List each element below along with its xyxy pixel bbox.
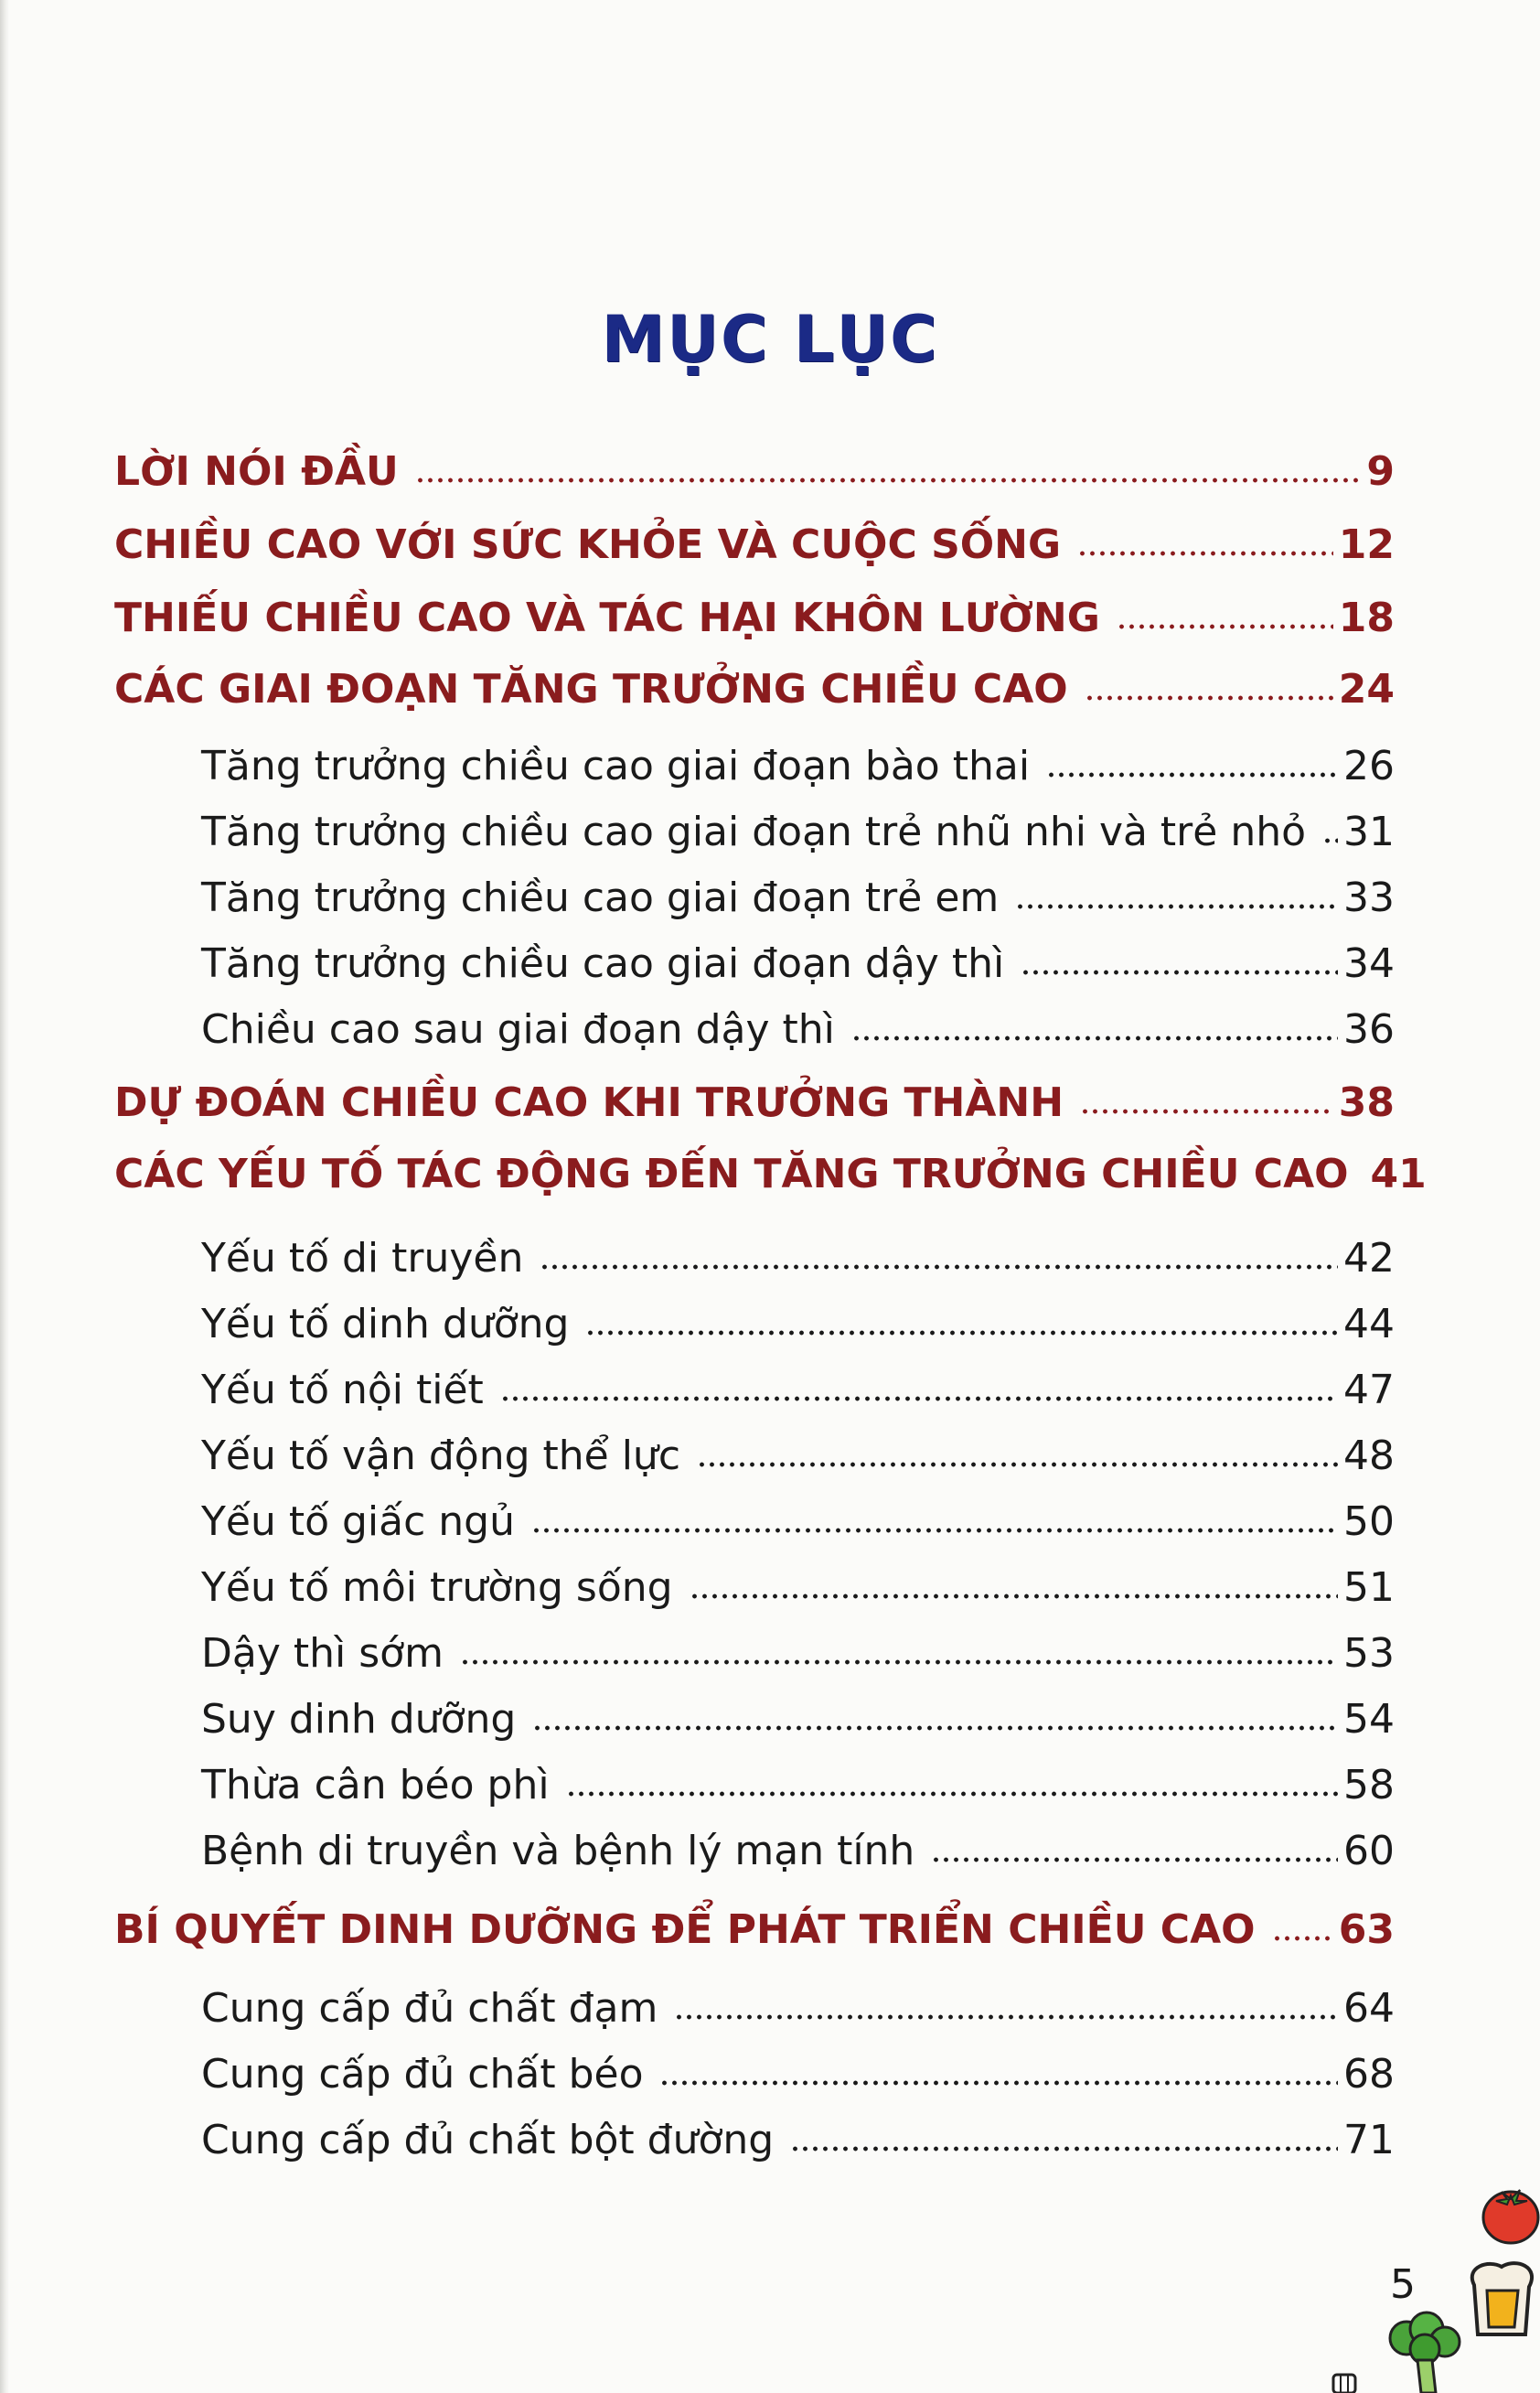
- toc-entry-title: LỜI NÓI ĐẦU: [114, 448, 399, 495]
- toc-chapter-entry: [114, 1079, 1395, 1138]
- toc-entry-title: Yếu tố dinh dưỡng: [201, 1301, 570, 1347]
- toc-entry-title: Dậy thì sớm: [201, 1630, 444, 1677]
- dot-leader: [500, 1396, 1338, 1401]
- dot-leader: [1080, 1109, 1333, 1114]
- toc-section-entry: [201, 1828, 1395, 1886]
- toc-entry-title: Tăng trưởng chiều cao giai đoạn bào thai: [201, 743, 1031, 789]
- toc-entry-title: Yếu tố giấc ngủ: [201, 1498, 515, 1545]
- dot-leader: [790, 2146, 1338, 2152]
- toc-entry-page: 38: [1338, 1079, 1395, 1126]
- dot-leader: [532, 1725, 1338, 1731]
- toc-entry-title: Yếu tố nội tiết: [201, 1367, 484, 1413]
- toc-section-entry: [201, 940, 1395, 999]
- dot-leader: [1322, 838, 1338, 843]
- toc-entry-page: 44: [1343, 1301, 1395, 1347]
- dot-leader: [697, 1462, 1338, 1467]
- toc-entry-title: Cung cấp đủ chất bột đường: [201, 2117, 775, 2163]
- toc-section-entry: [201, 1433, 1395, 1491]
- dot-leader: [659, 2080, 1338, 2086]
- dot-leader: [1046, 772, 1338, 778]
- dot-leader: [931, 1857, 1338, 1862]
- toc-entry-title: Tăng trưởng chiều cao giai đoạn trẻ em: [201, 875, 1000, 921]
- toc-entry-page: 60: [1343, 1828, 1395, 1874]
- dot-leader: [851, 1036, 1338, 1041]
- toc-entry-page: 31: [1343, 809, 1395, 855]
- toc-entry-page: 47: [1343, 1367, 1395, 1413]
- toc-entry-page: 24: [1338, 666, 1395, 713]
- toc-entry-page: 9: [1366, 448, 1395, 495]
- toc-entry-title: CÁC YẾU TỐ TÁC ĐỘNG ĐẾN TĂNG TRƯỞNG CHIỀU CAO: [114, 1151, 1349, 1197]
- toc-section-entry: [201, 809, 1395, 867]
- dot-leader: [1015, 904, 1338, 909]
- toc-section-entry: [201, 1367, 1395, 1425]
- toc-entry-page: 64: [1343, 1985, 1395, 2032]
- toc-entry-page: 33: [1343, 875, 1395, 921]
- toc-section-entry: [201, 1301, 1395, 1359]
- dot-leader: [1021, 970, 1338, 975]
- toc-entry-page: 63: [1338, 1906, 1395, 1953]
- page-title: MỤC LỤC: [601, 301, 939, 377]
- toc-entry-title: Yếu tố vận động thể lực: [201, 1433, 681, 1479]
- toc-entry-page: 18: [1338, 595, 1395, 641]
- toc-entry-title: CHIỀU CAO VỚI SỨC KHỎE VÀ CUỘC SỐNG: [114, 521, 1062, 568]
- dot-leader: [415, 478, 1362, 483]
- fork-icon: [1328, 2371, 1361, 2393]
- toc-chapter-entry: [114, 666, 1395, 724]
- toc-section-entry: [201, 743, 1395, 801]
- toc-entry-page: 42: [1343, 1235, 1395, 1282]
- tomato-icon: [1474, 2173, 1540, 2247]
- toc-section-entry: [201, 1985, 1395, 2044]
- toc-entry-title: BÍ QUYẾT DINH DƯỠNG ĐỂ PHÁT TRIỂN CHIỀU CAO: [114, 1906, 1256, 1953]
- toc-entry-page: 50: [1343, 1498, 1395, 1545]
- toc-entry-title: THIẾU CHIỀU CAO VÀ TÁC HẠI KHÔN LƯỜNG: [114, 595, 1100, 641]
- toc-entry-title: Tăng trưởng chiều cao giai đoạn trẻ nhũ nhi và trẻ nhỏ: [201, 809, 1307, 855]
- toc-entry-page: 54: [1343, 1696, 1395, 1743]
- toc-entry-page: 48: [1343, 1433, 1395, 1479]
- toc-entry-page: 26: [1343, 743, 1395, 789]
- dot-leader: [690, 1594, 1338, 1599]
- page-number: 5: [1390, 2261, 1416, 2308]
- toc-section-entry: [201, 2051, 1395, 2109]
- dot-leader: [674, 2014, 1338, 2020]
- toc-section-entry: [201, 1696, 1395, 1755]
- toc-entry-page: 51: [1343, 1564, 1395, 1611]
- toc-entry-title: Cung cấp đủ chất đạm: [201, 1985, 658, 2032]
- toc-section-entry: [201, 1630, 1395, 1689]
- toc-entry-title: Chiều cao sau giai đoạn dậy thì: [201, 1006, 835, 1053]
- broccoli-icon: [1379, 2305, 1470, 2393]
- dot-leader: [1077, 551, 1333, 556]
- toc-chapter-entry: [114, 1151, 1427, 1209]
- toc-chapter-entry: [114, 595, 1395, 653]
- toc-chapter-entry: [114, 448, 1395, 507]
- dot-leader: [460, 1659, 1338, 1665]
- toc-section-entry: [201, 1235, 1395, 1293]
- dot-leader: [531, 1528, 1338, 1533]
- toc-entry-title: Yếu tố môi trường sống: [201, 1564, 673, 1611]
- toc-section-entry: [201, 1564, 1395, 1623]
- toc-section-entry: [201, 1498, 1395, 1557]
- toc-section-entry: [201, 875, 1395, 933]
- toc-entry-page: 68: [1343, 2051, 1395, 2098]
- dot-leader: [1085, 695, 1333, 701]
- toc-entry-page: 34: [1343, 940, 1395, 987]
- toc-entry-title: Yếu tố di truyền: [201, 1235, 524, 1282]
- toc-entry-page: 71: [1343, 2117, 1395, 2163]
- dot-leader: [566, 1791, 1338, 1797]
- toc-section-entry: [201, 1006, 1395, 1065]
- dot-leader: [585, 1330, 1338, 1336]
- toc-entry-title: Suy dinh dưỡng: [201, 1696, 517, 1743]
- toast-icon: [1461, 2258, 1540, 2340]
- dot-leader: [1117, 624, 1333, 629]
- dot-leader: [540, 1264, 1338, 1270]
- toc-entry-page: 58: [1343, 1762, 1395, 1808]
- toc-entry-title: Tăng trưởng chiều cao giai đoạn dậy thì: [201, 940, 1005, 987]
- toc-section-entry: [201, 1762, 1395, 1820]
- toc-entry-page: 12: [1338, 521, 1395, 568]
- toc-entry-title: DỰ ĐOÁN CHIỀU CAO KHI TRƯỞNG THÀNH: [114, 1079, 1064, 1126]
- toc-section-entry: [201, 2117, 1395, 2175]
- toc-chapter-entry: [114, 521, 1395, 580]
- toc-entry-title: Thừa cân béo phì: [201, 1762, 550, 1808]
- toc-chapter-entry: [114, 1906, 1395, 1965]
- dot-leader: [1272, 1936, 1333, 1941]
- toc-entry-page: 41: [1370, 1151, 1427, 1197]
- toc-entry-page: 53: [1343, 1630, 1395, 1677]
- toc-entry-title: Cung cấp đủ chất béo: [201, 2051, 644, 2098]
- toc-entry-title: CÁC GIAI ĐOẠN TĂNG TRƯỞNG CHIỀU CAO: [114, 666, 1068, 713]
- toc-entry-page: 36: [1343, 1006, 1395, 1053]
- toc-entry-title: Bệnh di truyền và bệnh lý mạn tính: [201, 1828, 915, 1874]
